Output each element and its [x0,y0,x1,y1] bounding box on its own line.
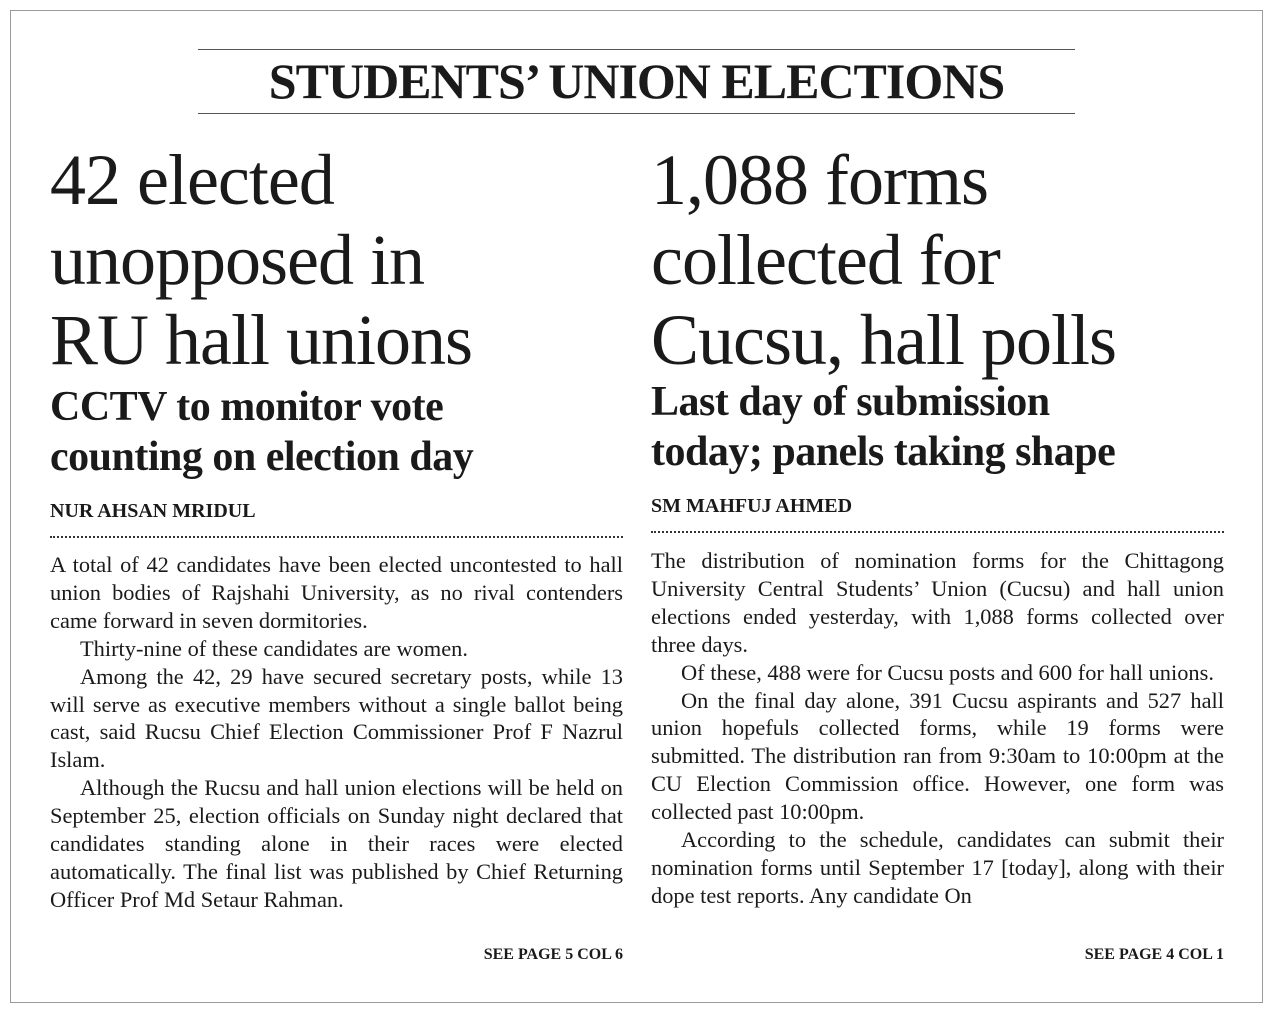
subhead-line: Last day of submission [651,379,1050,425]
story-left-subhead [50,382,473,482]
body-paragraph: Although the Rucsu and hall union elections will be held on September 25, election officials on Sunday night declared that candidates standing alone in their races were elected automatically. The final list was published by Chief Returning Officer Prof Md Setaur Rahman. [50,775,623,912]
story-left-headline [50,140,472,380]
story-left-body [50,551,623,914]
story-left-byline: NUR AHSAN MRIDUL [50,500,256,522]
body-paragraph: Thirty-nine of these candidates are women. [80,635,468,661]
subhead-line: today; panels taking shape [651,429,1116,475]
body-paragraph: According to the schedule, candidates can submit their nomination forms until September 17 [today], along with their dope test reports. Any candidate On [651,827,1224,908]
headline-line: 42 elected [50,140,334,220]
body-paragraph: Of these, 488 were for Cucsu posts and 600 for hall unions. [681,659,1214,685]
body-paragraph: On the final day alone, 391 Cucsu aspirants and 527 hall union hopefuls collected forms, while 19 forms were submitted. The distribution ran from 9:30am to 10:00pm at the CU Election Commission office. However, one form was collected past 10:00pm. [651,687,1224,825]
byline-divider [50,536,623,538]
body-paragraph: The distribution of nomination forms for the Chittagong University Central Students’ Union (Cucsu) and hall union elections ended yesterday, with 1,088 forms collected over three days. [651,548,1224,657]
story-right-headline [651,140,1116,380]
section-banner: STUDENTS’ UNION ELECTIONS [268,53,1005,109]
headline-line: unopposed in [50,220,424,300]
headline-line: 1,088 forms [651,140,988,220]
story-left-jump-link[interactable]: SEE PAGE 5 COL 6 [483,946,623,963]
subhead-line: counting on election day [50,434,474,480]
body-paragraph: Among the 42, 29 have secured secretary posts, while 13 will serve as executive members without a single ballot being cast, said Rucsu Chief Election Commissioner Prof F Nazrul Islam. [50,663,623,773]
body-paragraph: A total of 42 candidates have been elected uncontested to hall union bodies of Rajshahi University, as no rival contenders came forward in seven dormitories. [50,552,623,633]
subhead-line: CCTV to monitor vote [50,384,444,430]
banner-top-rule [198,49,1075,50]
story-right-body [651,547,1224,910]
story-right-subhead [651,377,1115,477]
headline-line: RU hall unions [50,300,473,380]
story-right-jump-link[interactable]: SEE PAGE 4 COL 1 [1084,946,1224,963]
story-right-byline: SM MAHFUJ AHMED [651,495,853,517]
headline-line: Cucsu, hall polls [651,300,1116,380]
banner-bottom-rule [198,113,1075,114]
byline-divider [651,531,1224,533]
headline-line: collected for [651,220,1000,300]
